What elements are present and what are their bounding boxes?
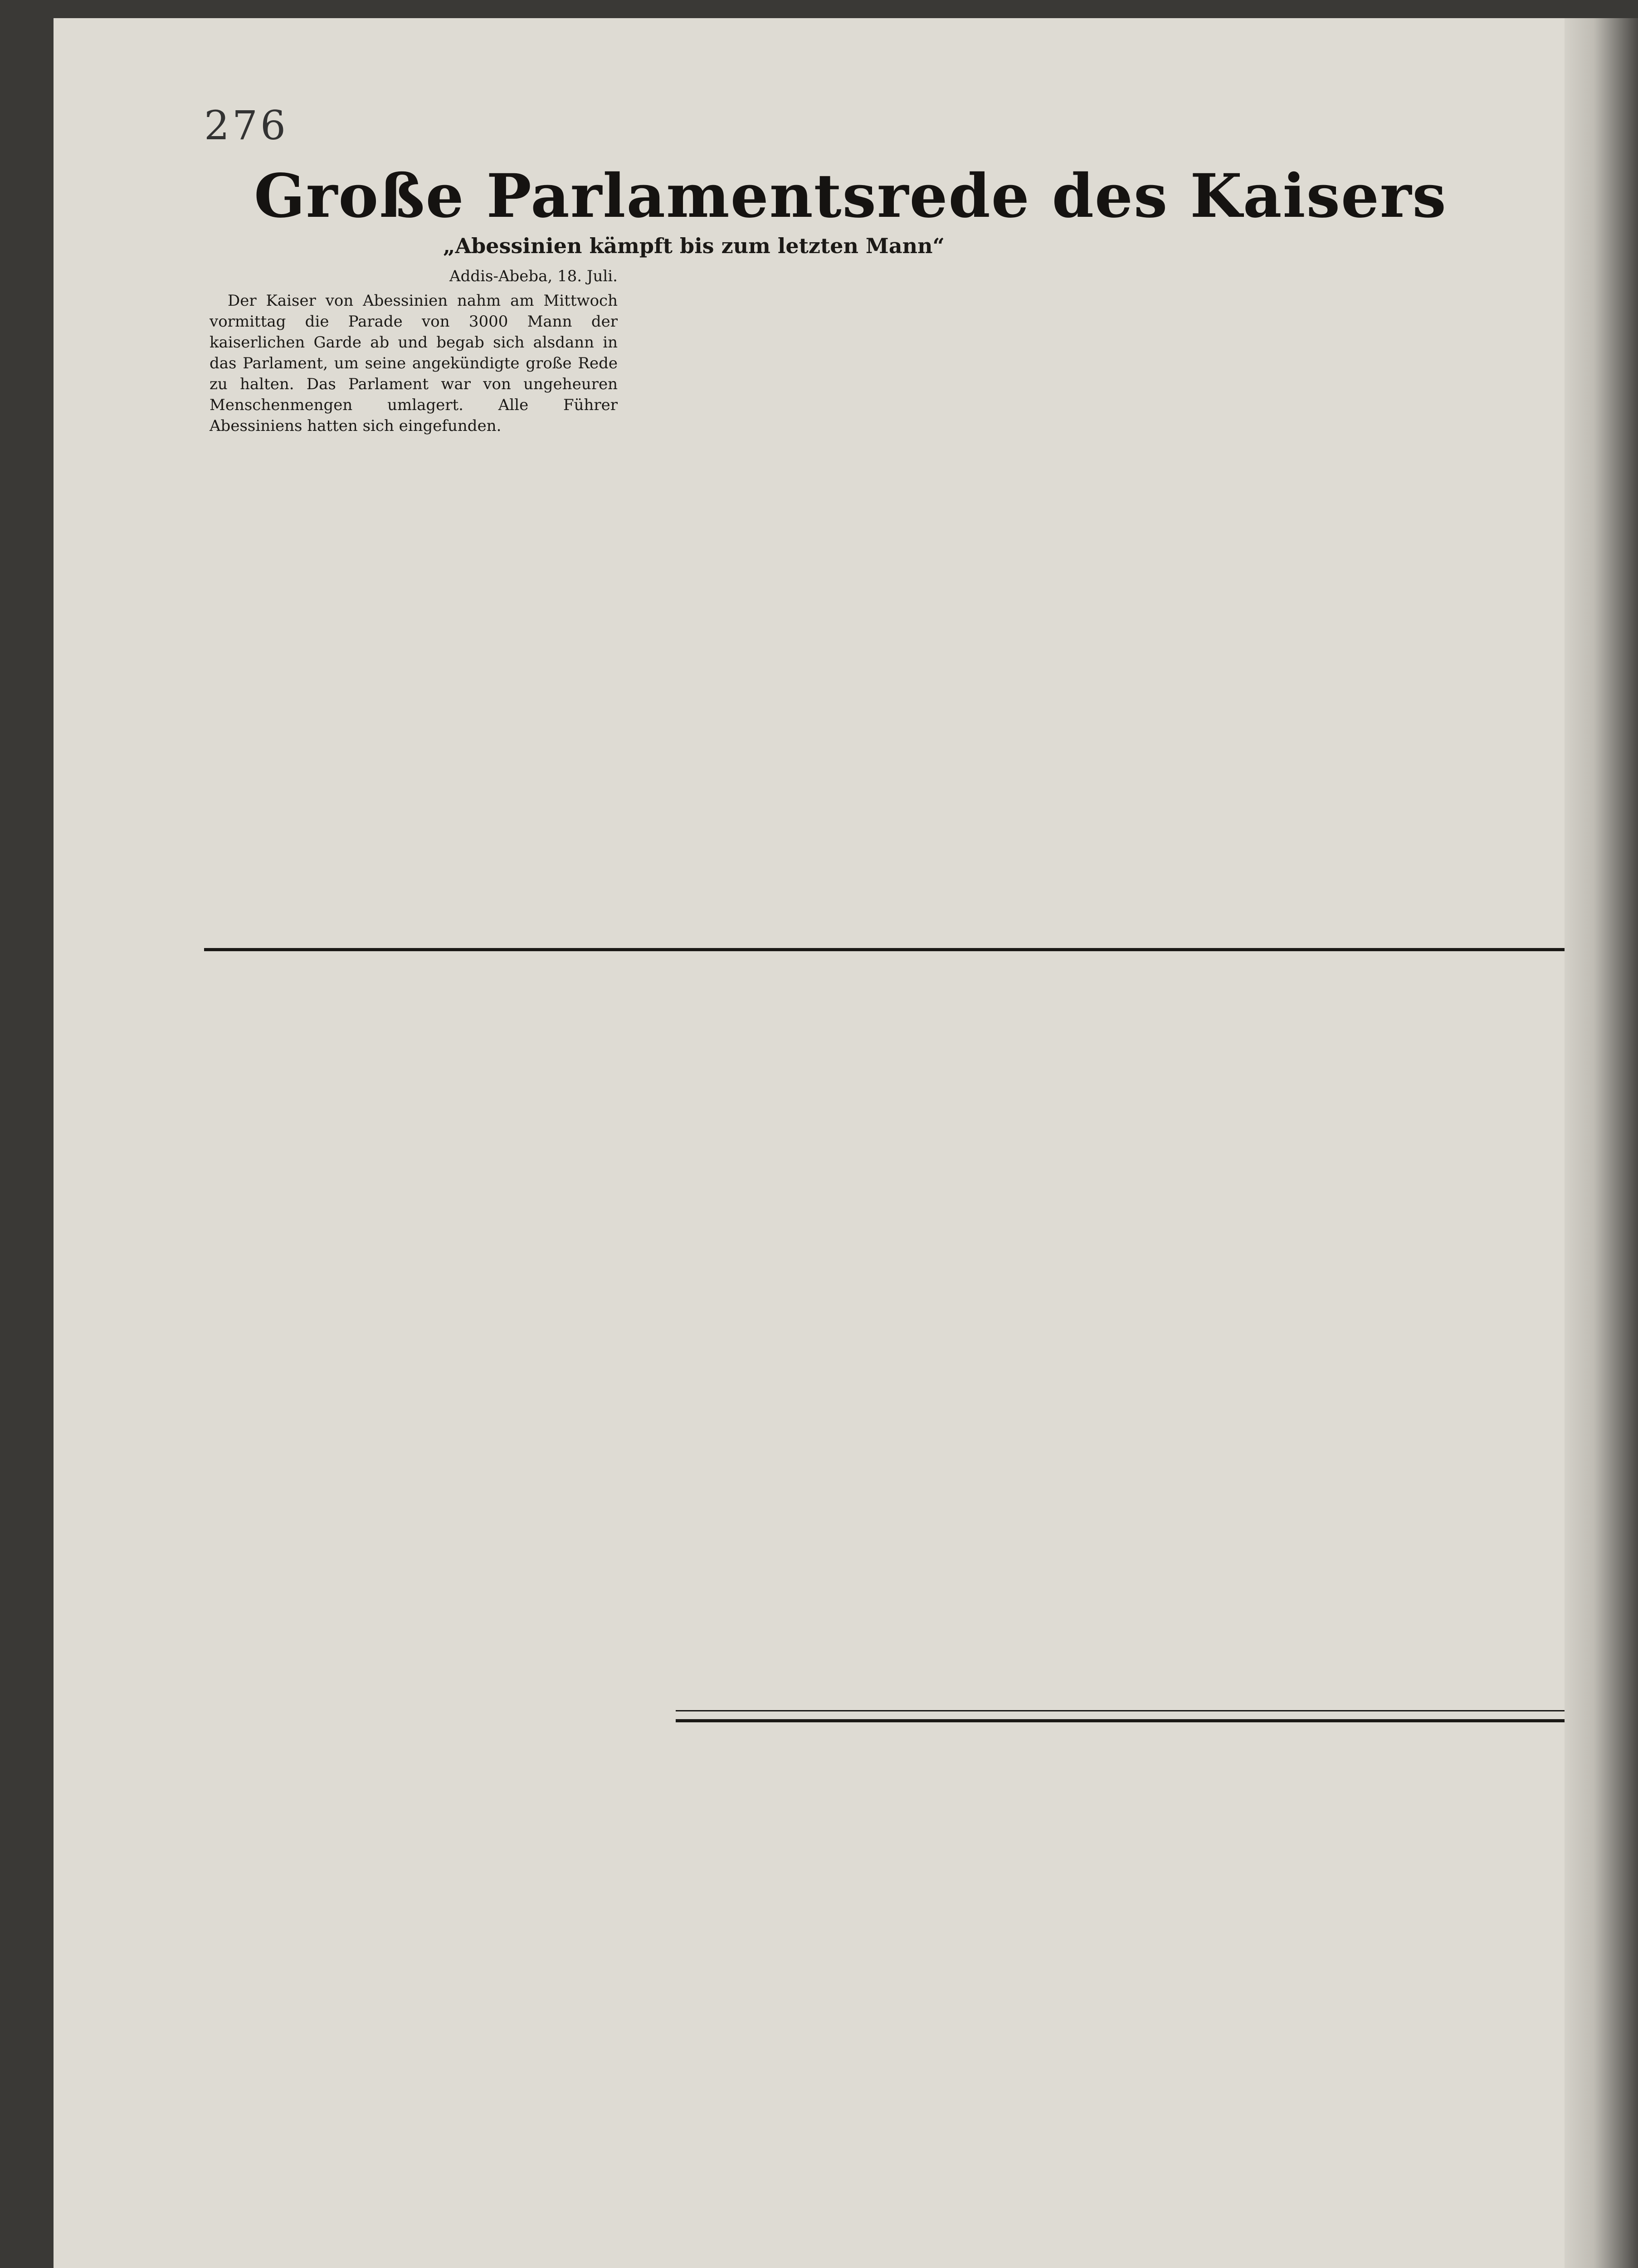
section-rule xyxy=(204,948,1565,951)
article1-column-1 xyxy=(210,263,618,439)
article1-subhead: „Abessinien kämpft bis zum letzten Mann“ xyxy=(443,234,945,258)
article1-paragraph: Der Kaiser von Abessinien nahm am Mittwoch vormittag die Parade von 3000 Mann der kaiserlichen Garde ab und begab sich alsdann in das Parlament, um seine angekündigte große Rede zu halten. Das Parlament war von ungeheuren Menschenmengen umlagert. Alle Führer Abessiniens hatten sich eingefunden. xyxy=(210,292,618,435)
article1-headline: Große Parlamentsrede des Kaisers xyxy=(254,161,1447,231)
section-rule xyxy=(676,1719,1565,1722)
article1-dateline: Addis-Abeba, 18. Juli. xyxy=(449,267,618,285)
section-rule xyxy=(676,1710,1565,1711)
page-number: 276 xyxy=(204,102,288,149)
adjacent-page-edge xyxy=(1565,18,1638,2268)
